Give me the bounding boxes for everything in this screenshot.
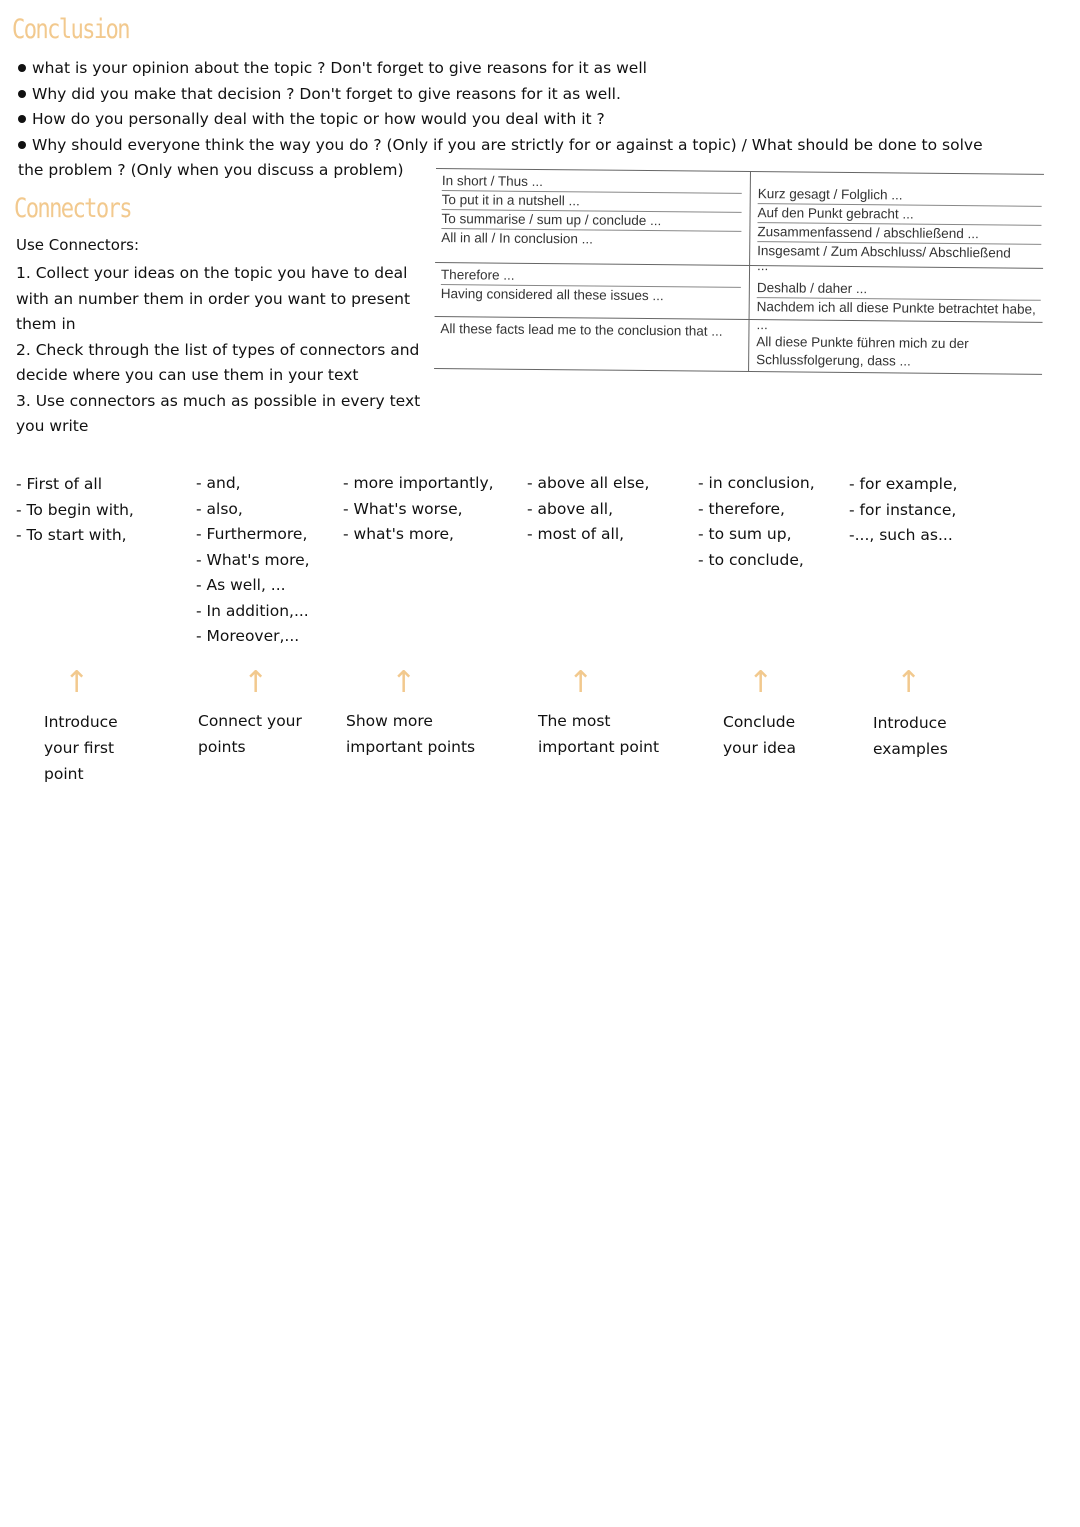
- bullet-dot-icon: [18, 115, 26, 123]
- connector-item: - As well, ...: [196, 576, 286, 594]
- caption: Connect your points: [198, 712, 302, 756]
- conclusion-heading: Conclusion: [12, 14, 129, 45]
- up-arrow-icon: ↑: [64, 665, 90, 700]
- connector-item: - Furthermore,: [196, 525, 308, 543]
- connector-item: - First of all: [16, 475, 103, 493]
- connector-column-most-important: [527, 471, 649, 548]
- connector-item: - What's more,: [196, 550, 310, 569]
- connector-item: - above all,: [527, 499, 614, 518]
- connector-item: - also,: [196, 499, 243, 518]
- connector-column-important: [343, 471, 494, 548]
- table-cell-en: In short / Thus ... To put it in a nutshell ... To summarise / sum up / conclude ... All in all / In conclusion ...: [441, 172, 742, 250]
- connector-column-connect: [196, 471, 310, 650]
- step-item: 2. Check through the list of types of connectors and decide where you can use them in your text: [16, 340, 420, 384]
- connector-column-introduce: [16, 472, 134, 549]
- connector-item: - in conclusion,: [698, 474, 815, 492]
- connector-column-conclude: [698, 471, 815, 573]
- connector-item: - most of all,: [527, 525, 625, 543]
- connector-column-examples: [849, 472, 957, 549]
- table-cell-en: All these facts lead me to the conclusion that ...: [440, 321, 723, 339]
- connector-item: - what's more,: [343, 525, 454, 543]
- caption: Introduce your first point: [44, 713, 118, 783]
- up-arrow-icon: ↑: [748, 665, 774, 700]
- use-connectors-title: Use Connectors:: [16, 236, 140, 254]
- connector-item: - above all else,: [527, 474, 650, 492]
- bullet-item: what is your opinion about the topic ? Don't forget to give reasons for it as well: [16, 56, 1066, 82]
- connector-item: - What's worse,: [343, 499, 463, 518]
- up-arrow-icon: ↑: [896, 665, 922, 700]
- table-cell-de: Deshalb / daher ... Nachdem ich all diese Punkte betrachtet habe, ...: [756, 279, 1041, 337]
- bullet-dot-icon: [18, 141, 26, 149]
- connector-item: - Moreover,...: [196, 627, 300, 645]
- up-arrow-icon: ↑: [568, 665, 594, 700]
- caption: Introduce examples: [873, 714, 948, 758]
- connector-item: - To start with,: [16, 526, 127, 544]
- step-item: 1. Collect your ideas on the topic you have to deal with an number them in order you want to present them in: [16, 264, 411, 333]
- step-item: 3. Use connectors as much as possible in every text you write: [16, 391, 421, 435]
- bullet-item: Why should everyone think the way you do ? (Only if you are strictly for or against a topic) / What should be done to solve: [16, 133, 1066, 159]
- connector-item: - and,: [196, 474, 241, 492]
- up-arrow-icon: ↑: [391, 665, 417, 700]
- up-arrow-icon: ↑: [243, 665, 269, 700]
- connector-item: - to sum up,: [698, 525, 792, 543]
- table-cell-de: All diese Punkte führen mich zu der Schlussfolgerung, dass ...: [756, 334, 969, 369]
- connector-item: - for example,: [849, 475, 958, 493]
- connector-item: - To begin with,: [16, 500, 134, 519]
- table-cell-de: Kurz gesagt / Folglich ... Auf den Punkt gebracht ... Zusammenfassend / abschließend ... Insgesamt / Zum Abschluss/ Abschließend ...: [757, 185, 1042, 275]
- connector-steps: [16, 261, 434, 440]
- connector-item: - for instance,: [849, 500, 957, 519]
- caption: Conclude your idea: [723, 713, 796, 757]
- conclusion-bullets: [16, 56, 1066, 184]
- bullet-dot-icon: [18, 90, 26, 98]
- connector-item: - to conclude,: [698, 550, 804, 569]
- table-divider: [748, 171, 751, 371]
- connector-item: -..., such as...: [849, 526, 953, 544]
- connector-translation-table: [434, 168, 1044, 376]
- bullet-continuation: the problem ? (Only when you discuss a problem): [18, 161, 404, 179]
- table-cell-en: Therefore ... Having considered all these issues ...: [441, 266, 741, 306]
- bullet-item: Why did you make that decision ? Don't forget to give reasons for it as well.: [16, 82, 1066, 108]
- bullet-dot-icon: [18, 64, 26, 72]
- connectors-heading: Connectors: [14, 193, 131, 224]
- caption: Show more important points: [346, 712, 476, 756]
- connector-item: - In addition,...: [196, 601, 309, 620]
- caption: The most important point: [538, 712, 660, 756]
- connector-item: - therefore,: [698, 499, 785, 518]
- bullet-item: How do you personally deal with the topic or how would you deal with it ?: [16, 107, 1066, 133]
- connector-item: - more importantly,: [343, 474, 494, 492]
